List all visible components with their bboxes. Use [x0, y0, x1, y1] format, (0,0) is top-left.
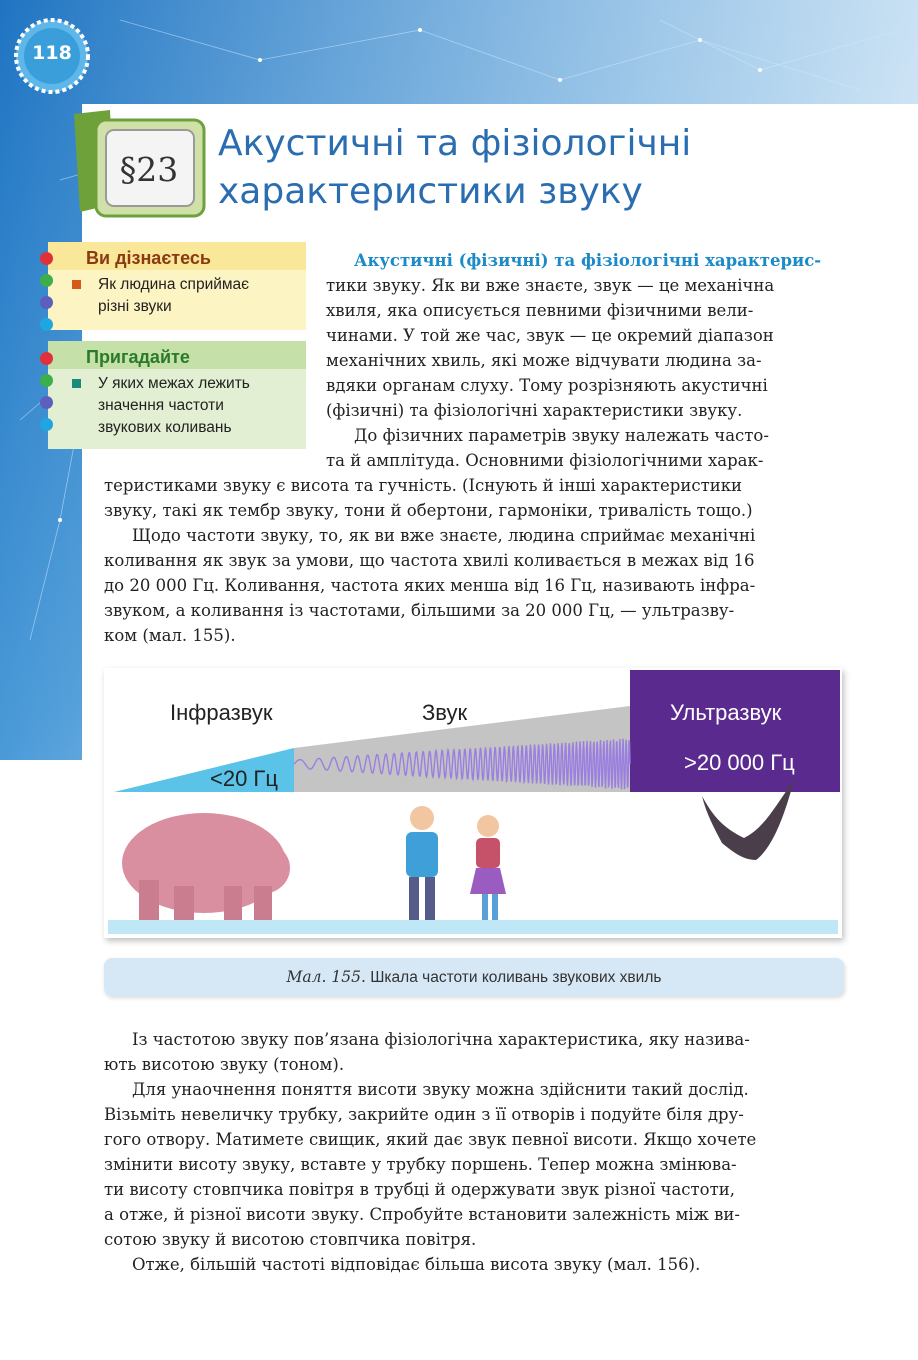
text-line: сотою звуку й висотою стовпчика повітря.	[104, 1230, 477, 1249]
text-line: теристиками звуку є висота та гучність. (Існують й інші характеристики	[104, 476, 743, 495]
main-text-top	[104, 473, 844, 648]
learn-item	[48, 270, 306, 324]
learn-heading: Ви дізнаєтесь	[48, 242, 306, 270]
square-bullet-icon	[72, 280, 81, 289]
text-line: Отже, більшій частоті відповідає більша висота звуку (мал. 156).	[132, 1255, 701, 1274]
text-line: звуком, а коливання із частотами, більшими за 20 000 Гц, — ультразву-	[104, 601, 735, 620]
text-line: Із частотою звуку пов’язана фізіологічна характеристика, яку назива-	[132, 1030, 750, 1049]
text-line: тики звуку. Як ви вже знаєте, звук — це механічна	[326, 276, 775, 295]
text-line: гого отвору. Матимете свищик, який дає звук певної висоти. Якщо хочете	[104, 1130, 757, 1149]
text-line: ють висотою звуку (тоном).	[104, 1055, 345, 1074]
children-illustration	[406, 806, 506, 926]
sound-label: Звук	[422, 700, 468, 725]
text-line: коливання як звук за умови, що частота хвилі коливається в межах від 16	[104, 551, 755, 570]
recall-item-line: звукових коливань	[98, 419, 232, 436]
page-number: 118	[32, 42, 72, 64]
learn-item-line: різні звуки	[98, 298, 172, 315]
page-title	[218, 120, 898, 216]
page-number-badge	[12, 16, 92, 96]
caption-number: Мал. 155.	[286, 968, 366, 986]
red-dot-icon	[40, 352, 53, 365]
recall-heading: Пригадайте	[48, 341, 306, 369]
text-line: ком (мал. 155).	[104, 626, 236, 645]
purple-dot-icon	[40, 396, 53, 409]
text-line: а отже, й різної висоти звуку. Спробуйте встановити залежність між ви-	[104, 1205, 740, 1224]
ultrasound-value: >20 000 Гц	[684, 750, 795, 775]
title-line-2: характеристики звуку	[218, 171, 643, 212]
intro-column	[326, 248, 844, 473]
text-line: ти висоту стовпчика повітря в трубці й одержувати звук різної частоти,	[104, 1180, 735, 1199]
text-line: вдяки органам слуху. Тому розрізняють акустичні	[326, 376, 768, 395]
recall-dots	[40, 352, 53, 440]
ultrasound-label: Ультразвук	[670, 700, 782, 725]
green-dot-icon	[40, 274, 53, 287]
learn-item-line: Як людина сприймає	[98, 276, 250, 293]
recall-item-line: У яких межах лежить	[98, 375, 250, 392]
blue-dot-icon	[40, 318, 53, 331]
ground-strip	[108, 920, 838, 934]
blue-dot-icon	[40, 418, 53, 431]
caption-text: Шкала частоти коливань звукових хвиль	[370, 969, 662, 986]
recall-item-line: значення частоти	[98, 397, 224, 414]
text-line: Візьміть невеличку трубку, закрийте один з її отворів і подуйте біля дру-	[104, 1105, 744, 1124]
infrasound-value: <20 Гц	[210, 766, 278, 791]
text-line: (фізичні) та фізіологічні характеристики звуку.	[326, 401, 743, 420]
green-dot-icon	[40, 374, 53, 387]
learn-box	[48, 242, 306, 330]
text-line: звуку, такі як тембр звуку, тони й обертони, гармоніки, тривалість тощо.)	[104, 501, 753, 520]
square-bullet-icon	[72, 379, 81, 388]
frequency-scale-figure	[104, 668, 842, 938]
text-line: хвиля, яка описується певними фізичними вели-	[326, 301, 754, 320]
text-line: чинами. У той же час, звук — це окремий діапазон	[326, 326, 774, 345]
hippo-illustration	[122, 813, 290, 926]
text-line: змінити висоту звуку, вставте у трубку поршень. Тепер можна змінюва-	[104, 1155, 737, 1174]
text-line: Для унаочнення поняття висоти звуку можна здійснити такий дослід.	[132, 1080, 749, 1099]
recall-item	[48, 369, 306, 445]
text-line: Щодо частоти звуку, то, як ви вже знаєте, людина сприймає механічні	[132, 526, 756, 545]
text-line: та й амплітуда. Основними фізіологічними харак-	[326, 451, 764, 470]
figure-caption	[104, 958, 844, 996]
text-line: механічних хвиль, які може відчувати людина за-	[326, 351, 762, 370]
text-line: До фізичних параметрів звуку належать частo-	[354, 426, 769, 445]
main-text-bottom	[104, 1027, 844, 1277]
title-line-1: Акустичні та фізіологічні	[218, 123, 692, 164]
learn-dots	[40, 252, 53, 340]
text-line: до 20 000 Гц. Коливання, частота яких менша від 16 Гц, називають інфра-	[104, 576, 756, 595]
section-number: §23	[119, 150, 179, 189]
infrasound-label: Інфразвук	[170, 700, 273, 725]
red-dot-icon	[40, 252, 53, 265]
recall-box	[48, 341, 306, 449]
intro-lead: Акустичні (фізичні) та фізіологічні характерис-	[354, 251, 822, 270]
purple-dot-icon	[40, 296, 53, 309]
